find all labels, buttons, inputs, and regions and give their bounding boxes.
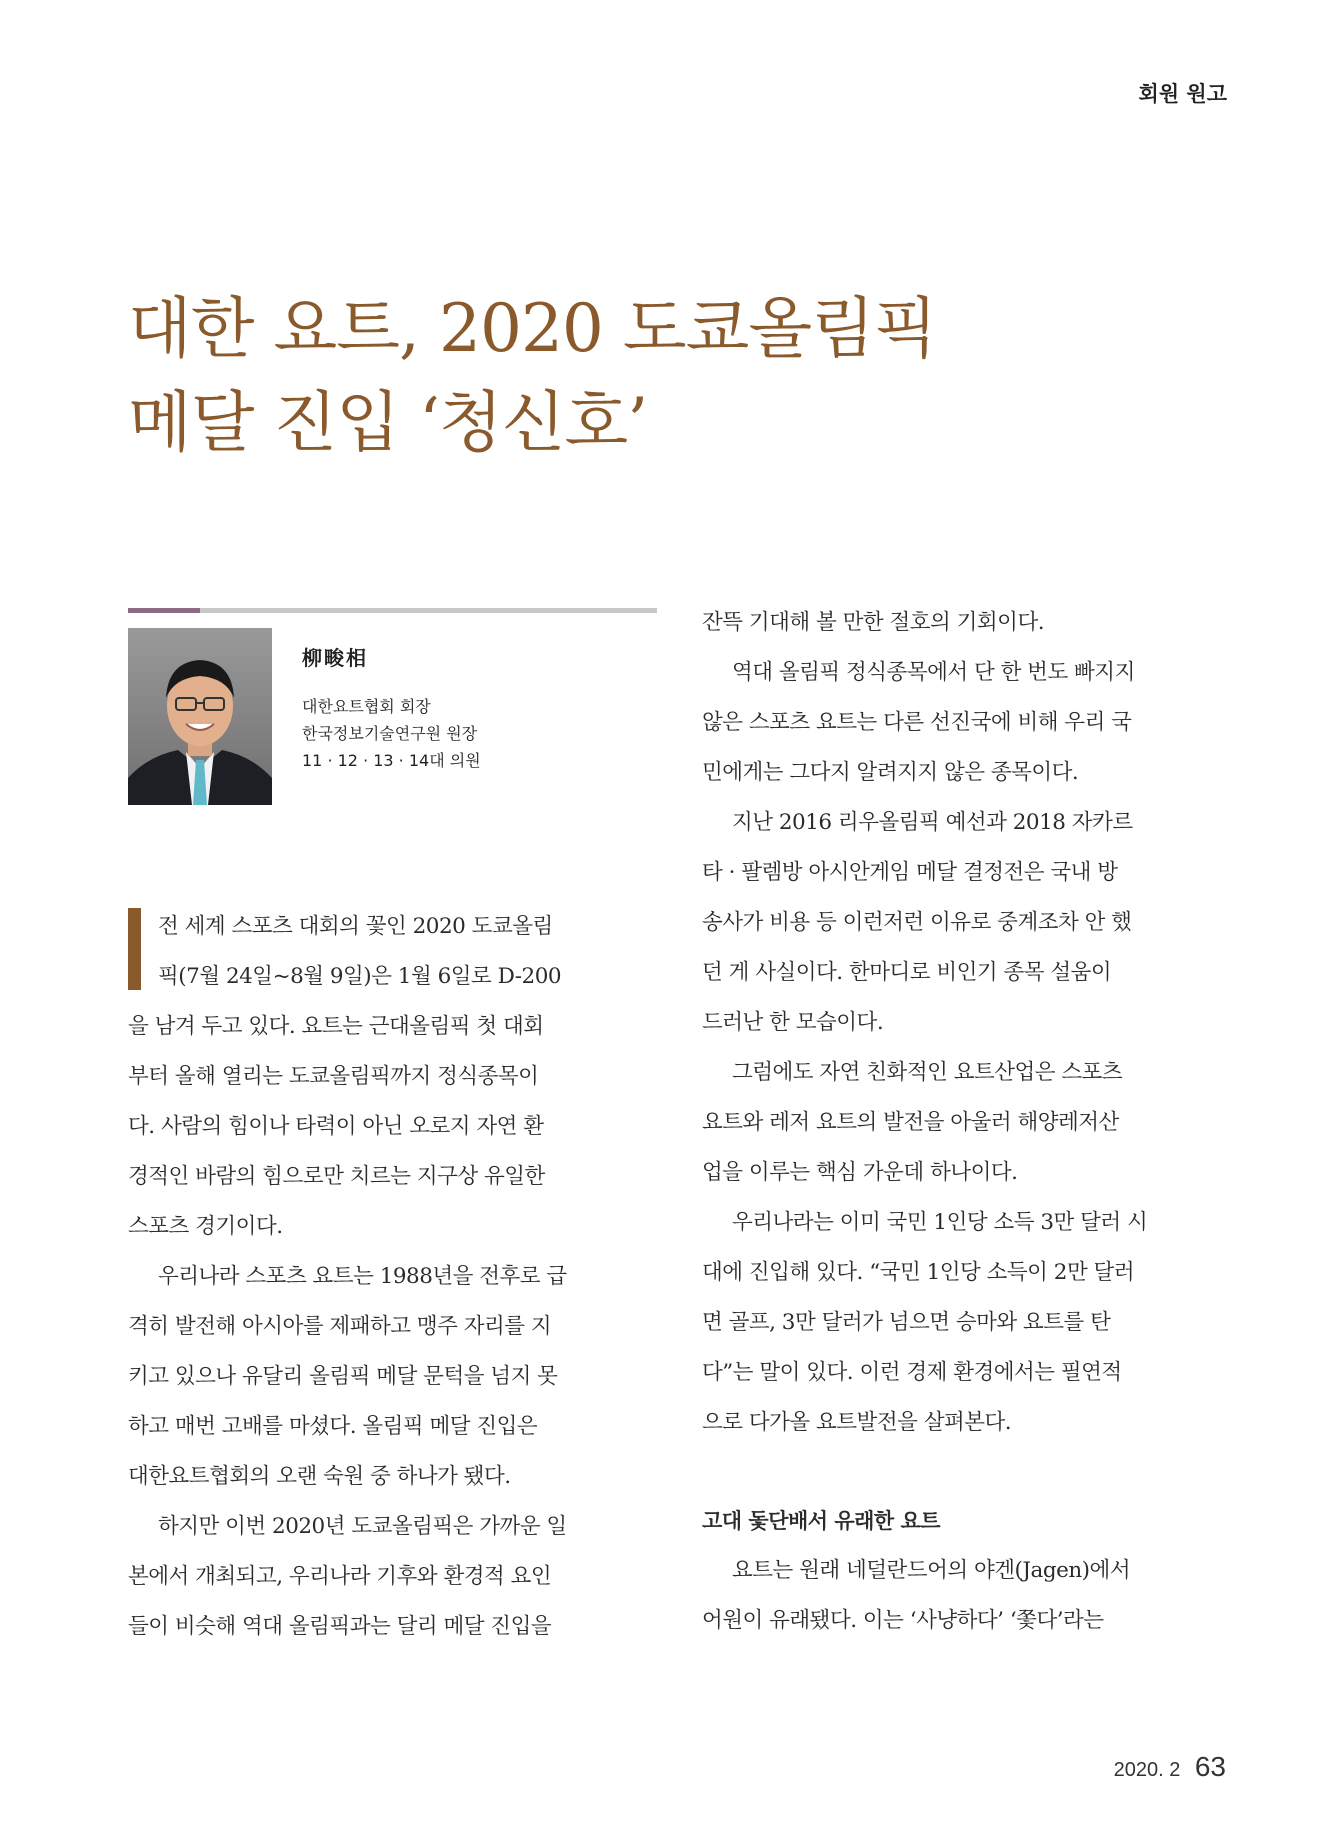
text-line: 을 남겨 두고 있다. 요트는 근대올림픽 첫 대회 — [128, 1014, 544, 1039]
text-line: 드러난 한 모습이다. — [702, 1010, 884, 1035]
text-line: 픽(7월 24일~8월 9일)은 1월 6일로 D-200 — [158, 964, 562, 989]
text-line: 던 게 사실이다. 한마디로 비인기 종목 설움이 — [702, 960, 1112, 985]
text-line: 그럼에도 자연 친화적인 요트산업은 스포츠 — [732, 1060, 1123, 1085]
subheading: 고대 돛단배서 유래한 요트 — [702, 1509, 941, 1533]
author-info — [302, 642, 481, 774]
article-title — [128, 282, 1128, 470]
body-column-left — [128, 902, 656, 1652]
text-line: 요트는 원래 네덜란드어의 야겐(Jagen)에서 — [732, 1558, 1131, 1583]
text-line: 다”는 말이 있다. 이런 경제 환경에서는 필연적 — [702, 1360, 1122, 1385]
text-line: 전 세계 스포츠 대회의 꽃인 2020 도쿄올림 — [158, 914, 553, 939]
text-line: 잔뜩 기대해 볼 만한 절호의 기회이다. — [702, 610, 1045, 635]
text-line: 민에게는 그다지 알려지지 않은 종목이다. — [702, 760, 1079, 785]
text-line: 업을 이루는 핵심 가운데 하나이다. — [702, 1160, 1018, 1185]
text-line: 송사가 비용 등 이런저런 이유로 중계조차 안 했 — [702, 910, 1132, 935]
text-line: 면 골프, 3만 달러가 넘으면 승마와 요트를 탄 — [702, 1310, 1111, 1335]
text-line: 어원이 유래됐다. 이는 ‘사냥하다’ ‘쫓다’라는 — [702, 1608, 1104, 1633]
text-line: 부터 올해 열리는 도쿄올림픽까지 정식종목이 — [128, 1064, 539, 1089]
text-line: 격히 발전해 아시아를 제패하고 맹주 자리를 지 — [128, 1314, 552, 1339]
text-line: 우리나라는 이미 국민 1인당 소득 3만 달러 시 — [732, 1210, 1148, 1235]
text-line: 다. 사람의 힘이나 타력이 아닌 오로지 자연 환 — [128, 1114, 544, 1139]
page-folio — [1114, 1751, 1226, 1783]
text-line: 경적인 바람의 힘으로만 치르는 지구상 유일한 — [128, 1164, 545, 1189]
text-line: 스포츠 경기이다. — [128, 1214, 283, 1239]
drop-bar — [128, 908, 141, 990]
text-line: 우리나라 스포츠 요트는 1988년을 전후로 급 — [158, 1264, 567, 1289]
text-line: 으로 다가올 요트발전을 살펴본다. — [702, 1410, 1012, 1435]
section-label: 회원 원고 — [1138, 82, 1227, 106]
text-line: 키고 있으나 유달리 올림픽 메달 문턱을 넘지 못 — [128, 1364, 558, 1389]
author-role: 한국정보기술연구원 원장 — [302, 724, 478, 743]
text-line: 역대 올림픽 정식종목에서 단 한 번도 빠지지 — [732, 660, 1135, 685]
text-line: 본에서 개최되고, 우리나라 기후와 환경적 요인 — [128, 1564, 552, 1589]
text-line: 대에 진입해 있다. “국민 1인당 소득이 2만 달러 — [702, 1260, 1135, 1285]
text-line: 하지만 이번 2020년 도쿄올림픽은 가까운 일 — [158, 1514, 567, 1539]
issue-date: 2020. 2 — [1113, 1759, 1181, 1781]
text-line: 요트와 레저 요트의 발전을 아울러 해양레저산 — [702, 1110, 1119, 1135]
author-role: 11 · 12 · 13 · 14대 의원 — [302, 751, 481, 770]
title-line-1: 대한 요트, 2020 도쿄올림픽 — [128, 290, 937, 367]
author-rule — [128, 608, 657, 613]
text-line: 들이 비슷해 역대 올림픽과는 달리 메달 진입을 — [128, 1614, 552, 1639]
text-line: 않은 스포츠 요트는 다른 선진국에 비해 우리 국 — [702, 710, 1132, 735]
title-line-2: 메달 진입 ‘청신호’ — [128, 384, 648, 461]
author-rule-accent — [128, 608, 200, 613]
spacer — [702, 1448, 1230, 1496]
portrait-illustration — [128, 628, 272, 805]
page-number: 63 — [1194, 1751, 1226, 1782]
author-photo — [128, 628, 272, 805]
text-line: 하고 매번 고배를 마셨다. 올림픽 메달 진입은 — [128, 1414, 538, 1439]
text-line: 타 · 팔렘방 아시안게임 메달 결정전은 국내 방 — [702, 860, 1118, 885]
text-line: 지난 2016 리우올림픽 예선과 2018 자카르 — [732, 810, 1133, 835]
author-role: 대한요트협회 회장 — [302, 697, 431, 716]
author-name: 柳畯相 — [302, 646, 368, 670]
text-line: 대한요트협회의 오랜 숙원 중 하나가 됐다. — [128, 1464, 511, 1489]
body-column-right — [702, 598, 1230, 1646]
